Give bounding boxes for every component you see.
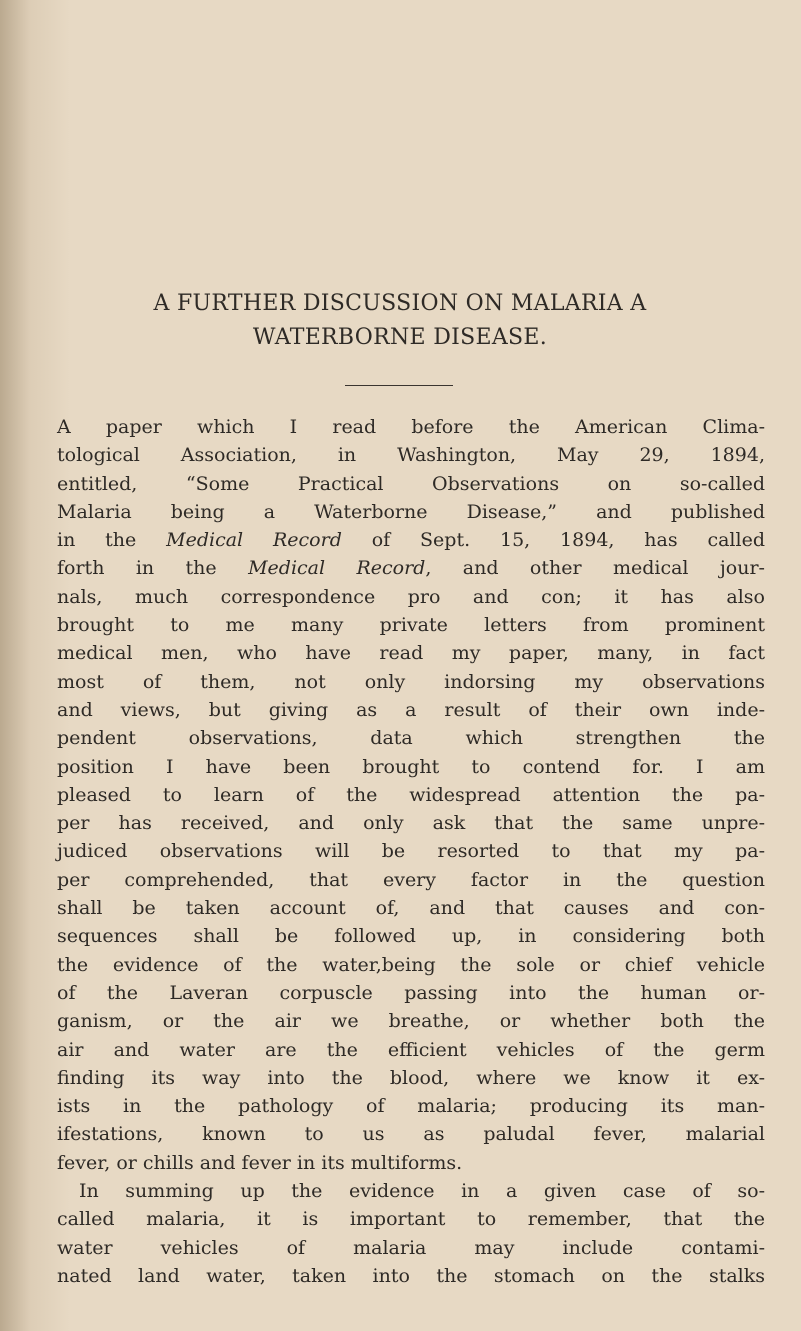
text-line: [57, 611, 765, 639]
text-run: nated land water, taken into the stomach on the stalks: [57, 1264, 765, 1287]
title-line-2: WATERBORNE DISEASE.: [252, 325, 548, 350]
text-run: the evidence of the water,being the sole or chief vehicle: [57, 953, 765, 976]
text-line: [57, 441, 765, 469]
text-line: [57, 498, 765, 526]
text-line: [57, 951, 765, 979]
text-run: tological Association, in Washington, May 29, 1894,: [57, 444, 765, 467]
text-line: [57, 554, 765, 582]
text-line: [57, 470, 765, 498]
text-run: entitled, “Some Practical Observations on so-called: [57, 472, 765, 495]
text-run: judiced observations will be resorted to that my pa-: [57, 840, 765, 863]
text-line: [57, 1205, 765, 1233]
text-line: [57, 753, 765, 781]
text-run: medical men, who have read my paper, many, in fact: [57, 642, 765, 665]
text-run: finding its way into the blood, where we know it ex-: [57, 1066, 765, 1089]
body-paragraphs: [57, 413, 765, 1290]
text-line: [57, 696, 765, 724]
text-line: [57, 979, 765, 1007]
text-run: A paper which I read before the American Clima-: [57, 416, 765, 438]
text-line: [57, 1036, 765, 1064]
text-run: per has received, and only ask that the same unpre-: [57, 812, 765, 835]
text-run: most of them, not only indorsing my observations: [57, 670, 765, 693]
text-run: of Sept. 15, 1894, has called: [341, 529, 765, 552]
text-line: [57, 1092, 765, 1120]
text-run: of the Laveran corpuscle passing into the human or-: [57, 981, 765, 1004]
title-line-1: A FURTHER DISCUSSION ON MALARIA A: [153, 291, 647, 316]
text-run: ifestations, known to us as paludal fever, malarial: [57, 1123, 765, 1146]
text-line: [57, 724, 765, 752]
text-run: pleased to learn of the widespread attention the pa-: [57, 783, 765, 806]
journal-title: Medical Record: [248, 557, 426, 580]
text-line: [57, 1177, 765, 1205]
text-run: sequences shall be followed up, in considering both: [57, 925, 765, 948]
text-line: [57, 1149, 765, 1177]
text-run: nals, much correspondence pro and con; it has also: [57, 585, 765, 608]
text-run: called malaria, it is important to remember, that the: [57, 1208, 765, 1231]
text-line: [57, 809, 765, 837]
text-line: [57, 526, 765, 554]
text-line: [57, 781, 765, 809]
text-run: position I have been brought to contend for. I am: [57, 755, 765, 778]
text-run: ists in the pathology of malaria; producing its man-: [57, 1095, 765, 1118]
text-line: [57, 866, 765, 894]
text-run: Malaria being a Waterborne Disease,” and published: [57, 500, 765, 523]
text-run: water vehicles of malaria may include contami-: [57, 1236, 765, 1259]
text-run: ganism, or the air we breathe, or whether both the: [57, 1010, 765, 1033]
title-divider: [345, 385, 453, 386]
text-line: [57, 1007, 765, 1035]
text-line: [57, 1234, 765, 1262]
text-run: air and water are the efficient vehicles of the germ: [57, 1038, 765, 1061]
text-run: shall be taken account of, and that causes and con-: [57, 897, 765, 920]
text-run: forth in the: [57, 557, 249, 580]
text-run: in the: [57, 529, 167, 552]
text-line: [57, 639, 765, 667]
text-run: In summing up the evidence in a given case of so-: [79, 1180, 765, 1203]
text-run: and views, but giving as a result of their own inde-: [57, 698, 765, 721]
text-line: [57, 583, 765, 611]
text-line: [57, 1262, 765, 1290]
text-line: [57, 922, 765, 950]
text-run: per comprehended, that every factor in the question: [57, 868, 765, 891]
text-line: [57, 837, 765, 865]
text-line: [57, 894, 765, 922]
text-line: [57, 413, 765, 441]
text-run: fever, or chills and fever in its multiforms.: [57, 1151, 463, 1174]
text-line: [57, 668, 765, 696]
text-line: [57, 1120, 765, 1148]
text-run: brought to me many private letters from prominent: [57, 614, 765, 637]
journal-title: Medical Record: [166, 529, 342, 552]
text-run: , and other medical jour-: [425, 557, 765, 580]
text-line: [57, 1064, 765, 1092]
text-run: pendent observations, data which strengthen the: [57, 727, 765, 750]
